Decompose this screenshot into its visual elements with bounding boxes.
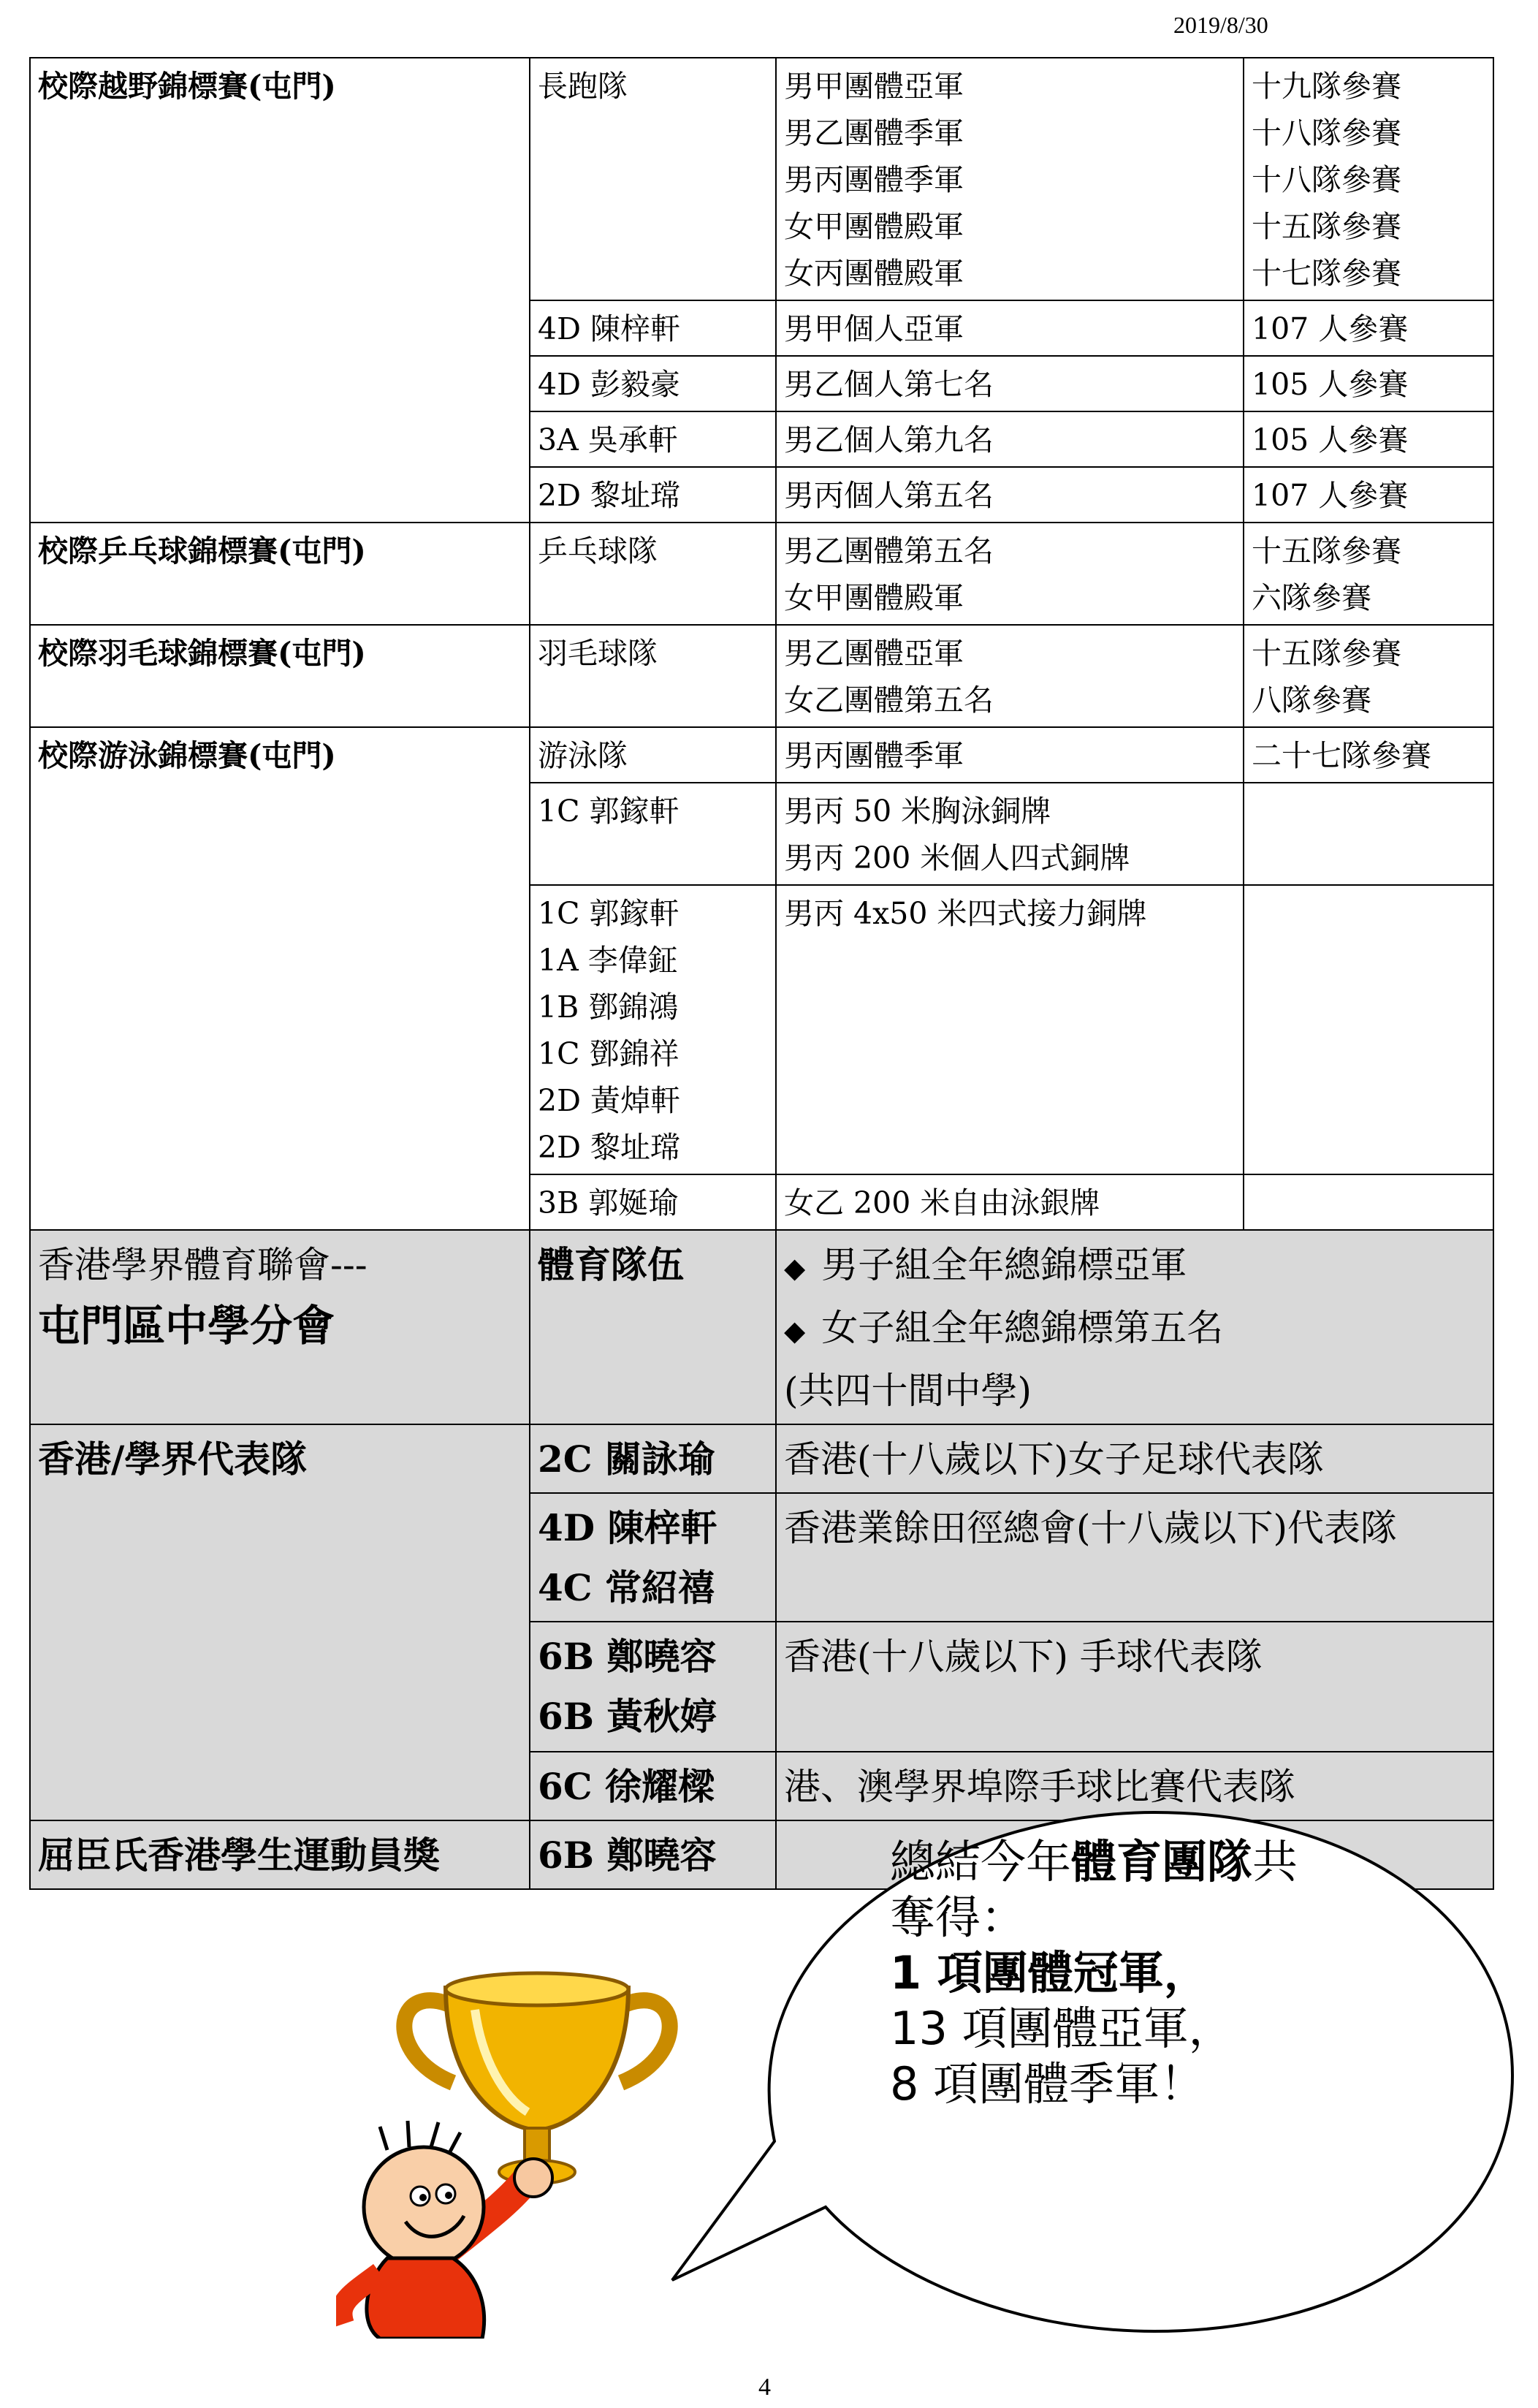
student-cell <box>530 1622 776 1752</box>
summary-callout-text <box>890 1834 1496 2112</box>
student-name: 2D 黎址瑺 <box>538 1130 680 1165</box>
note-cell <box>1244 625 1493 727</box>
note-text: (共四十間中學) <box>784 1370 1032 1412</box>
table-row <box>30 58 1493 300</box>
student-cell: 3B 郭娫瑜 <box>530 1174 776 1230</box>
student-cell: 3A 吳承軒 <box>530 411 776 467</box>
result-text: 男乙團體第五名 <box>784 533 994 569</box>
summary-line: 奪得： <box>890 1891 1027 1944</box>
event-badminton: 校際羽毛球錦標賽(屯門) <box>30 625 530 727</box>
note-cell: 二十七隊參賽 <box>1244 727 1493 783</box>
result-text: 女乙團體第五名 <box>784 683 994 718</box>
note-cell: 105 人參賽 <box>1244 411 1493 467</box>
result-cell: 男丙 4x50 米四式接力銅牌 <box>776 885 1244 1174</box>
table-row <box>30 727 1493 783</box>
result-cell <box>776 1230 1493 1424</box>
student-cell: 6B 鄭曉容 <box>530 1820 776 1889</box>
student-cell: 4D 陳梓軒 <box>530 300 776 356</box>
event-cross-country: 校際越野錦標賽(屯門) <box>30 58 530 523</box>
result-cell <box>776 523 1244 625</box>
note-text: 十九隊參賽 <box>1252 69 1401 104</box>
table-row <box>30 523 1493 625</box>
team-cell: 游泳隊 <box>530 727 776 783</box>
student-name: 6B 鄭曉容 <box>538 1635 717 1678</box>
table-row <box>30 625 1493 727</box>
result-text: 女丙團體殿軍 <box>784 256 964 291</box>
result-cell: 女乙 200 米自由泳銀牌 <box>776 1174 1244 1230</box>
result-cell <box>776 625 1244 727</box>
result-text: 男甲團體亞軍 <box>784 69 964 104</box>
event-watsons-award: 屈臣氏香港學生運動員獎 <box>30 1820 530 1889</box>
team-cell: 港、澳學界埠際手球比賽代表隊 <box>776 1752 1493 1820</box>
team-cell: 香港(十八歲以下)女子足球代表隊 <box>776 1424 1493 1493</box>
team-cell: 羽毛球隊 <box>530 625 776 727</box>
boy-holding-trophy-icon <box>336 1959 745 2339</box>
note-cell <box>1244 885 1493 1174</box>
team-cell: 香港業餘田徑總會(十八歲以下)代表隊 <box>776 1493 1493 1622</box>
event-representative-teams: 香港/學界代表隊 <box>30 1424 530 1820</box>
date-stamp: 2019/8/30 <box>1173 12 1268 38</box>
result-text: 女甲團體殿軍 <box>784 209 964 244</box>
event-table-tennis: 校際乒乓球錦標賽(屯門) <box>30 523 530 625</box>
student-name: 1C 郭鎵軒 <box>538 896 679 931</box>
note-cell: 107 人參賽 <box>1244 300 1493 356</box>
event-swimming: 校際游泳錦標賽(屯門) <box>30 727 530 1230</box>
student-name: 6B 黃秋婷 <box>538 1695 717 1738</box>
student-name: 4D 陳梓軒 <box>538 1506 717 1549</box>
awards-table <box>29 57 1494 1890</box>
note-cell <box>1244 58 1493 300</box>
student-name: 1C 鄧錦祥 <box>538 1036 679 1071</box>
note-text: 八隊參賽 <box>1252 683 1371 718</box>
diamond-bullet-icon: ◆ <box>784 1252 806 1284</box>
result-text: 男丙團體季軍 <box>784 162 964 197</box>
note-cell: 105 人參賽 <box>1244 356 1493 411</box>
summary-line: 總結今年體育團隊共 <box>890 1835 1298 1888</box>
student-cell <box>530 885 776 1174</box>
result-text: ◆ 男子組全年總錦標亞軍 <box>784 1244 1187 1286</box>
note-text: 十五隊參賽 <box>1252 636 1401 671</box>
student-name: 4C 常紹禧 <box>538 1566 715 1609</box>
team-cell <box>530 58 776 300</box>
note-cell <box>1244 523 1493 625</box>
student-cell <box>530 1493 776 1622</box>
student-cell: 6C 徐耀樑 <box>530 1752 776 1820</box>
result-text: 女甲團體殿軍 <box>784 580 964 615</box>
team-cell: 體育隊伍 <box>530 1230 776 1424</box>
page-number: 4 <box>758 2374 771 2401</box>
team-cell: 乒乓球隊 <box>530 523 776 625</box>
note-text: 十五隊參賽 <box>1252 533 1401 569</box>
student-cell: 4D 彭毅豪 <box>530 356 776 411</box>
result-cell <box>776 783 1244 885</box>
summary-line-champion: 1 項團體冠軍， <box>890 1946 1209 1999</box>
note-text: 十八隊參賽 <box>1252 162 1401 197</box>
note-cell <box>1244 783 1493 885</box>
result-text: 男乙團體亞軍 <box>784 636 964 671</box>
summary-line: 13 項團體亞軍， <box>890 2002 1234 2055</box>
result-cell <box>776 58 1244 300</box>
event-title-line: 香港學界體育聯會--- <box>38 1244 368 1286</box>
note-text: 十五隊參賽 <box>1252 209 1401 244</box>
event-hkssf <box>30 1230 530 1424</box>
result-text: 男乙團體季軍 <box>784 115 964 151</box>
result-text: 男丙 200 米個人四式銅牌 <box>784 840 1130 876</box>
result-text: ◆ 女子組全年總錦標第五名 <box>784 1307 1224 1349</box>
event-title-line: 屯門區中學分會 <box>38 1301 335 1351</box>
result-cell: 男乙個人第七名 <box>776 356 1244 411</box>
student-cell: 1C 郭鎵軒 <box>530 783 776 885</box>
result-cell: 男甲個人亞軍 <box>776 300 1244 356</box>
student-cell: 2D 黎址瑺 <box>530 467 776 523</box>
result-cell: 男丙團體季軍 <box>776 727 1244 783</box>
student-cell: 2C 關詠瑜 <box>530 1424 776 1493</box>
result-cell: 男乙個人第九名 <box>776 411 1244 467</box>
note-text: 六隊參賽 <box>1252 580 1371 615</box>
student-name: 2D 黃焯軒 <box>538 1083 680 1118</box>
student-name: 1B 鄧錦鴻 <box>538 990 679 1025</box>
diamond-bullet-icon: ◆ <box>784 1315 806 1347</box>
result-cell: 男丙個人第五名 <box>776 467 1244 523</box>
table-row <box>30 1230 1493 1424</box>
note-cell: 107 人參賽 <box>1244 467 1493 523</box>
note-text: 十七隊參賽 <box>1252 256 1401 291</box>
team-name: 長跑隊 <box>538 69 628 104</box>
result-text: 男丙 50 米胸泳銅牌 <box>784 794 1051 829</box>
team-cell: 香港(十八歲以下) 手球代表隊 <box>776 1622 1493 1752</box>
note-text: 十八隊參賽 <box>1252 115 1401 151</box>
note-cell <box>1244 1174 1493 1230</box>
student-name: 1A 李偉鉦 <box>538 943 678 978</box>
summary-line: 8 項團體季軍！ <box>890 2057 1206 2111</box>
table-row <box>30 1424 1493 1493</box>
